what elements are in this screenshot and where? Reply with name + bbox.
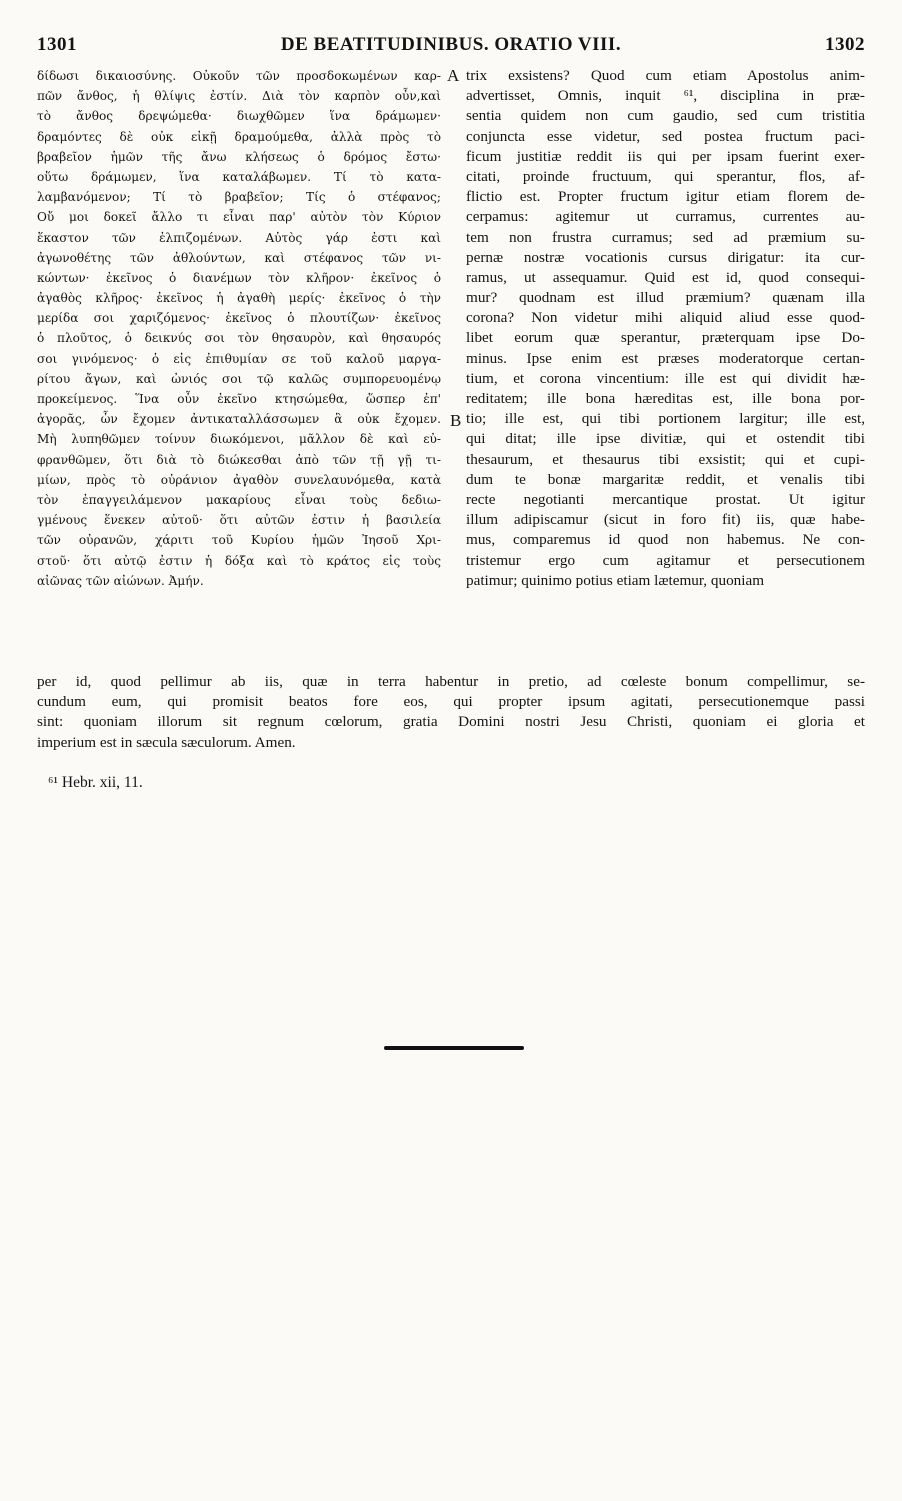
latin-text-line: mus, comparemus id quod non habemus. Ne con-	[466, 531, 865, 549]
greek-text-line: κώντων· ἐκεῖνος ὁ διανέμων τὸν κλῆρον· ἐκεῖνος ὁ	[37, 270, 441, 285]
full-width-text-line: imperium est in sæcula sæculorum. Amen.	[37, 733, 296, 751]
latin-text-line: qui ditat; ille ipse divitiæ, qui et ostendit tibi	[466, 430, 865, 448]
greek-text-line: προκείμενος. Ἵνα οὖν ἐκεῖνο κτησώμεθα, ὥσπερ ἐπ'	[37, 392, 441, 406]
latin-text-line: cerpamus: agitemur ut curramus, currentes au-	[466, 208, 865, 226]
latin-text-line: trix exsistens? Quod cum etiam Apostolus anim-	[466, 67, 865, 84]
greek-text-line: σοι γινόμενος· ὁ εἰς ἐπιθυμίαν σε τοῦ καλοῦ μαργα-	[37, 351, 441, 366]
latin-column	[466, 66, 865, 666]
greek-text-line: βραβεῖον ἡμῶν τῆς ἄνω κλήσεως ὁ δρόμος ἔστω·	[37, 149, 441, 164]
greek-text-line: Οὔ μοι δοκεῖ ἄλλο τι εἶναι παρ' αὐτὸν τὸν Κύριον	[37, 210, 441, 225]
latin-text-line: minus. Ipse enim est præses moderatorque certan-	[466, 349, 865, 367]
full-width-text	[37, 672, 865, 753]
greek-text-line: πῶν ἄνθος, ἡ θλίψις ἐστίν. Διὰ τὸν καρπὸν οὖν,καὶ	[37, 89, 441, 104]
latin-text-line: tristemur ergo cum agitamur et persecutionem	[466, 551, 865, 569]
latin-text-line: advertisset, Omnis, inquit ⁶¹, disciplina in præ-	[466, 87, 865, 105]
latin-text-line: tem non frustra curramus; sed ad præmium su-	[466, 228, 865, 246]
greek-text-line: γμένους ἕνεκεν αὐτοῦ· ὅτι αὐτῶν ἐστιν ἡ βασιλεία	[37, 513, 441, 528]
greek-text-line: τὸ ἄνθος δρεψώμεθα· διωχθῶμεν ἵνα δράμωμεν·	[37, 109, 441, 124]
full-width-text-line: cundum eum, qui promisit beatos fore eos, qui propter ipsum agitati, persecutionemque passi	[37, 693, 865, 711]
greek-text-line: τὸν ἐπαγγειλάμενον μακαρίους εἶναι τοὺς δεδιω-	[37, 492, 441, 507]
latin-text-line: ramus, ut assequamur. Quid est id, quod consequi-	[466, 268, 865, 286]
greek-text-line: ἕκαστον τῶν ἐλπιζομένων. Αὐτὸς γάρ ἐστι καὶ	[37, 230, 441, 245]
greek-text-line: ρίτου ἄγων, καὶ ὠνιός σοι τῷ καλῶς συμπορευομένῳ	[37, 371, 441, 386]
greek-text-line: ὁ πλοῦτος, ὁ δεικνύς σοι τὸν θησαυρὸν, καὶ θησαυρός	[37, 331, 441, 346]
column-marker-b: B	[450, 411, 462, 430]
latin-text-line: corona? Non videtur mihi aliquid aliud esse quod-	[466, 309, 865, 327]
greek-text-line: αἰῶνας τῶν αἰώνων. Ἀμήν.	[37, 573, 204, 588]
latin-text-line: citati, proinde fructuum, qui sperantur, flos, af-	[466, 167, 865, 185]
latin-text-line: recte negotianti mercantique prostat. Ut igitur	[466, 490, 865, 508]
footnote: ⁶¹ Hebr. xii, 11.	[48, 774, 143, 791]
greek-text-line: δραμόντες δὲ οὐκ εἰκῇ δραμούμεθα, ἀλλὰ πρὸς τὸ	[37, 129, 441, 144]
latin-text-line: reditatem; ille bona hæreditas est, ille bona por-	[466, 390, 865, 407]
greek-text-line: Μὴ λυπηθῶμεν τοίνυν διωκόμενοι, μᾶλλον δὲ καὶ εὐ-	[37, 432, 441, 447]
column-marker-a: A	[447, 66, 460, 85]
page-header	[37, 34, 865, 60]
greek-text-line: δίδωσι δικαιοσύνης. Οὐκοῦν τῶν προσδοκωμένων καρ-	[37, 69, 441, 83]
latin-text-line: thesaurum, et thesaurus tibi exsistit; qui et cupi-	[466, 450, 865, 468]
latin-text-line: libet eorum quæ sperantur, præterquam ipse Do-	[466, 329, 865, 347]
latin-text-line: pernæ nostræ vocationis cursus dirigatur: ita cur-	[466, 248, 865, 266]
greek-text-line: ἀγορᾶς, ὧν ἔχομεν ἀντικαταλλάσσωμεν ἃ οὐκ ἔχομεν.	[37, 412, 441, 427]
full-width-text-line: sint: quoniam illorum sit regnum cœlorum, gratia Domini nostri Jesu Christi, quoniam ei gloria et	[37, 713, 865, 731]
latin-text-line: patimur; quinimo potius etiam lætemur, quoniam	[466, 571, 765, 589]
greek-text-line: μερίδα σοι χαριζόμενος· ἐκεῖνος ὁ πλουτίζων· ἐκεῖνος	[37, 311, 441, 326]
latin-text-line: sentia quidem non cum gaudio, sed cum tristitia	[466, 107, 865, 125]
greek-text-line: στοῦ· ὅτι αὐτῷ ἐστιν ἡ δόξα καὶ τὸ κράτος εἰς τοὺς	[37, 553, 441, 568]
latin-text-line: tium, et corona vincentium: ille est qui dividit hæ-	[466, 369, 865, 387]
latin-text-line: conjuncta esse videtur, sed postea fructum paci-	[466, 127, 865, 145]
latin-text-line: ficum justitiæ reddit iis qui per ipsam fuerint exer-	[466, 147, 865, 165]
latin-text-line: tio; ille est, qui tibi portionem largitur; ille est,	[466, 410, 865, 428]
greek-text-line: λαμβανόμενον; Τί τὸ βραβεῖον; Τίς ὁ στέφανος;	[37, 190, 441, 205]
running-title: DE BEATITUDINIBUS. ORATIO VIII.	[280, 34, 622, 55]
greek-text-line: ἀγωνοθέτης τῶν ἀθλούντων, καὶ στέφανος τῶν νι-	[37, 250, 441, 265]
right-page-number: 1302	[825, 34, 865, 55]
greek-text-line: τῶν οὐρανῶν, χάριτι τοῦ Κυρίου ἡμῶν Ἰησοῦ Χρι-	[37, 533, 441, 548]
latin-text-line: flictio est. Propter fructum igitur etiam florem de-	[466, 188, 865, 206]
greek-text-line: φρανθῶμεν, ὅτι διὰ τὸ διώκεσθαι ἀπὸ τῶν τῇ γῇ τι-	[37, 452, 441, 467]
greek-text-line: μίων, πρὸς τὸ οὐράνιον ἀγαθὸν συνελαυνόμεθα, κατὰ	[37, 472, 441, 487]
greek-text-line: ἀγαθὸς κλῆρος· ἐκεῖνος ἡ ἀγαθὴ μερίς· ἐκεῖνος ὁ τὴν	[37, 291, 441, 306]
greek-text-line: οὕτω δράμωμεν, ἵνα καταλάβωμεν. Τί τὸ κατα-	[37, 169, 441, 184]
latin-text-line: mur? quodnam est illud præmium? quænam illa	[466, 289, 865, 307]
latin-text-line: dum te bonæ margaritæ reddit, et venalis tibi	[466, 470, 865, 488]
left-page-number: 1301	[37, 34, 77, 55]
latin-text-line: illum adipiscamur (sicut in foro fit) iis, quæ habe-	[466, 511, 865, 529]
greek-column	[37, 66, 441, 666]
full-width-text-line: per id, quod pellimur ab iis, quæ in terra habentur in pretio, ad cœleste bonum compellimur, se-	[37, 673, 865, 690]
end-rule	[384, 1046, 524, 1050]
